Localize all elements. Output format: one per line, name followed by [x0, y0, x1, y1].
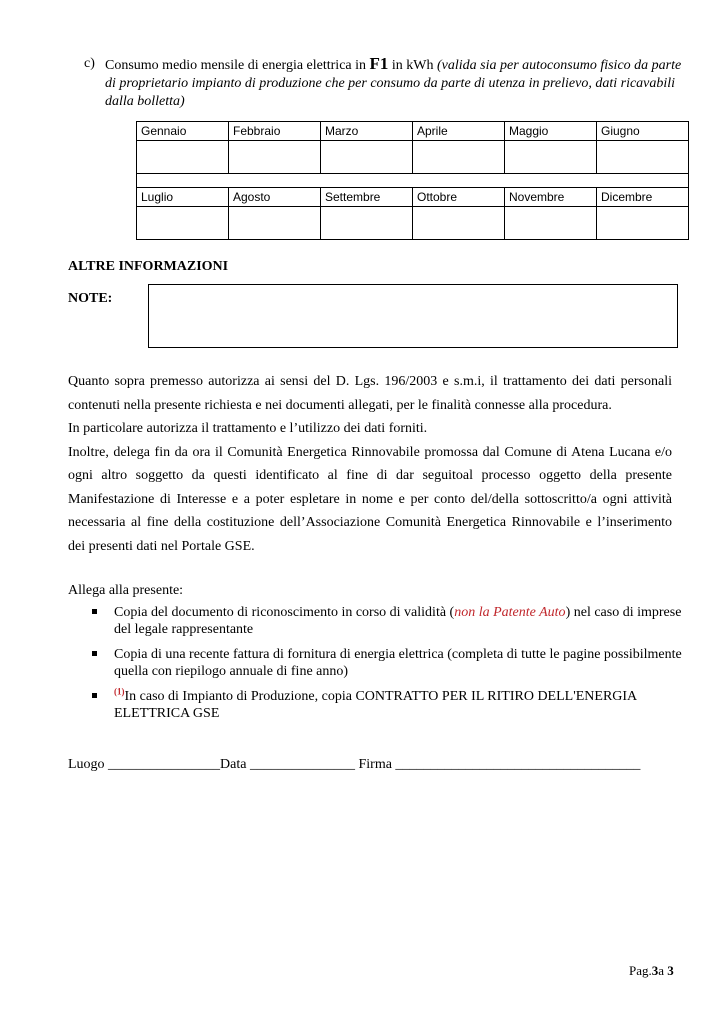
table-row: [137, 141, 689, 174]
signature-line[interactable]: Luogo ________________Data _______________ Firma ___________________________________: [68, 757, 641, 772]
page-prefix: Pag.: [629, 963, 652, 978]
bullet-square-icon: [92, 651, 97, 656]
bullet-square-icon: [92, 693, 97, 698]
section-heading: ALTRE INFORMAZIONI: [68, 259, 229, 274]
section-c-pre: Consumo medio mensile di energia elettrica in: [105, 58, 370, 73]
month-value-cell[interactable]: [229, 207, 321, 240]
list-marker: c): [84, 56, 95, 71]
month-value-cell[interactable]: [321, 141, 413, 174]
list-item: [88, 646, 688, 680]
month-header: Settembre: [321, 188, 413, 207]
month-header: Gennaio: [137, 122, 229, 141]
month-value-cell[interactable]: [505, 141, 597, 174]
table-spacer-row: [137, 174, 689, 188]
page-sep: a: [658, 963, 668, 978]
month-value-cell[interactable]: [413, 207, 505, 240]
table-row: [137, 188, 689, 207]
attachments-list: [88, 604, 688, 730]
month-header: Luglio: [137, 188, 229, 207]
month-header: Febbraio: [229, 122, 321, 141]
list-item: [88, 604, 688, 638]
month-header: Giugno: [597, 122, 689, 141]
month-value-cell[interactable]: [137, 207, 229, 240]
month-value-cell[interactable]: [321, 207, 413, 240]
item-text: Copia di una recente fattura di fornitura di energia elettrica (completa di tutte le pagine possibilmente quella con riepilogo annuale di fine anno): [114, 647, 682, 679]
month-header: Dicembre: [597, 188, 689, 207]
consent-text: [68, 370, 672, 558]
month-value-cell[interactable]: [137, 141, 229, 174]
month-value-cell[interactable]: [597, 141, 689, 174]
paragraph: Quanto sopra premesso autorizza ai sensi del D. Lgs. 196/2003 e s.m.i, il trattamento dei dati personali contenuti nella presente richiesta e nei documenti allegati, per le finalità connesse alla procedura.: [68, 374, 672, 413]
item-text: Copia del documento di riconoscimento in corso di validità (: [114, 605, 455, 620]
table-row: [137, 207, 689, 240]
month-value-cell[interactable]: [413, 141, 505, 174]
spacer-cell: [137, 174, 689, 188]
page-current: 3: [651, 963, 659, 978]
month-header: Agosto: [229, 188, 321, 207]
table-row: [137, 122, 689, 141]
months-table: [136, 121, 689, 240]
month-header: Maggio: [505, 122, 597, 141]
note-label: NOTE:: [68, 291, 113, 306]
footnote-ref: (1): [114, 686, 125, 697]
section-c: [84, 55, 684, 111]
item-text: In caso di Impianto di Produzione, copia CONTRATTO PER IL RITIRO DELL'ENERGIA ELETTRICA GSE: [114, 689, 637, 721]
paragraph: Inoltre, delega fin da ora il Comunità Energetica Rinnovabile promossa dal Comune di Atena Lucana e/o ogni altro soggetto da questi identificato al fine di dar seguitoal processo oggetto della presente Manifestazione di Interesse e a poter espletare in nome e per conto del/della sottoscritto/a ogni attività necessaria al fine della costituzione dell’Associazione Comunità Energetica Rinnovabile e l’inserimento dei presenti dati nel Portale GSE.: [68, 444, 672, 554]
month-header: Marzo: [321, 122, 413, 141]
month-value-cell[interactable]: [229, 141, 321, 174]
month-value-cell[interactable]: [505, 207, 597, 240]
paragraph: In particolare autorizza il trattamento e l’utilizzo dei dati forniti.: [68, 421, 428, 436]
section-c-text: [105, 55, 684, 111]
item-highlight: non la Patente Auto: [454, 605, 566, 620]
month-value-cell[interactable]: [597, 207, 689, 240]
page-total: 3: [667, 963, 674, 978]
attachments-intro: Allega alla presente:: [68, 583, 184, 598]
month-header: Aprile: [413, 122, 505, 141]
item-text: ) nel caso di imprese del legale rappresentante: [114, 605, 682, 637]
f1-label: F1: [369, 54, 389, 73]
page-number: [629, 963, 674, 979]
section-c-unit: in kWh: [388, 58, 438, 73]
bullet-square-icon: [92, 609, 97, 614]
month-header: Novembre: [505, 188, 597, 207]
list-item: [88, 688, 688, 722]
month-header: Ottobre: [413, 188, 505, 207]
note-field[interactable]: [148, 284, 678, 348]
section-c-note: (valida sia per autoconsumo fisico da parte di proprietario impianto di produzione che per consumo da parte di utenza in prelievo, dati ricavabili dalla bolletta): [105, 58, 682, 109]
